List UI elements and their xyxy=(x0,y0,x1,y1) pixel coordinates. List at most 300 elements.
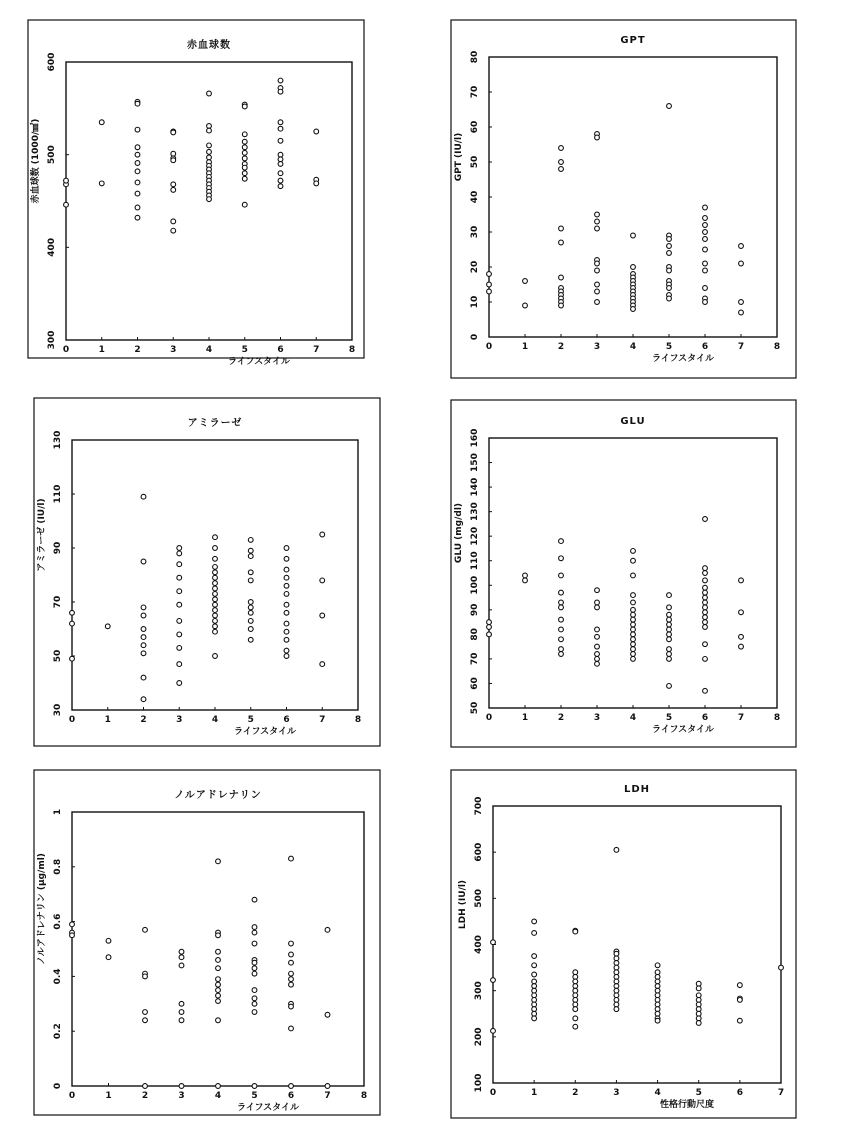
data-point xyxy=(179,955,184,960)
data-point xyxy=(667,627,672,632)
data-point xyxy=(667,251,672,256)
data-point xyxy=(213,608,218,613)
data-point xyxy=(703,605,708,610)
data-point xyxy=(252,960,257,965)
data-point xyxy=(595,261,600,266)
x-tick-label: 7 xyxy=(737,342,745,352)
data-point xyxy=(216,1084,221,1089)
data-point xyxy=(667,637,672,642)
data-point xyxy=(614,847,619,852)
data-point xyxy=(314,181,319,186)
data-point xyxy=(278,89,283,94)
data-point xyxy=(242,145,247,150)
data-point xyxy=(106,955,111,960)
data-point xyxy=(737,983,742,988)
data-point xyxy=(141,627,146,632)
data-point xyxy=(491,1028,496,1033)
data-point xyxy=(213,556,218,561)
data-point xyxy=(252,966,257,971)
y-tick-label: 130 xyxy=(470,502,480,522)
data-point xyxy=(559,240,564,245)
data-point xyxy=(559,617,564,622)
data-point xyxy=(559,647,564,652)
data-point xyxy=(177,646,182,651)
data-point xyxy=(559,605,564,610)
data-point xyxy=(631,632,636,637)
x-tick-label: 1 xyxy=(98,345,105,355)
data-point xyxy=(99,120,104,125)
panel-frame xyxy=(34,770,380,1115)
x-tick-label: 5 xyxy=(695,1088,702,1098)
data-point xyxy=(595,652,600,657)
y-tick-label: 150 xyxy=(470,453,480,472)
data-point xyxy=(207,149,212,154)
data-point xyxy=(135,101,140,106)
y-tick-label: 500 xyxy=(474,888,484,908)
x-tick-label: 6 xyxy=(701,713,709,723)
x-tick-label: 8 xyxy=(354,715,362,725)
x-axis-label: ライフスタイル xyxy=(237,1103,299,1113)
data-point xyxy=(595,289,600,294)
x-axis-label: 性格行動尺度 xyxy=(659,1100,715,1110)
data-point xyxy=(135,191,140,196)
y-tick-label: 60 xyxy=(470,120,480,134)
data-point xyxy=(135,161,140,166)
data-point xyxy=(242,156,247,161)
data-point xyxy=(216,977,221,982)
y-tick-label: 0 xyxy=(53,1082,63,1090)
y-tick-label: 700 xyxy=(474,796,484,816)
x-tick-label: 5 xyxy=(247,715,254,725)
data-point xyxy=(284,629,289,634)
x-tick-label: 5 xyxy=(251,1091,258,1101)
data-point xyxy=(177,662,182,667)
data-point xyxy=(703,615,708,620)
data-point xyxy=(278,157,283,162)
x-tick-label: 3 xyxy=(170,345,177,355)
data-point xyxy=(314,129,319,134)
x-tick-label: 3 xyxy=(613,1088,620,1098)
data-point xyxy=(213,624,218,629)
data-point xyxy=(739,261,744,266)
data-point xyxy=(703,268,708,273)
x-tick-label: 0 xyxy=(68,1091,76,1101)
data-point xyxy=(70,656,75,661)
x-tick-label: 8 xyxy=(773,713,781,723)
x-tick-label: 7 xyxy=(313,345,320,355)
data-point xyxy=(739,644,744,649)
data-point xyxy=(177,546,182,551)
y-tick-label: 10 xyxy=(470,295,480,309)
data-point xyxy=(143,1084,148,1089)
data-point xyxy=(631,549,636,554)
y-tick-label: 70 xyxy=(470,652,480,666)
data-point xyxy=(252,897,257,902)
data-point xyxy=(70,933,75,938)
data-point xyxy=(177,562,182,567)
data-point xyxy=(667,647,672,652)
data-point xyxy=(141,494,146,499)
data-point xyxy=(216,999,221,1004)
data-point xyxy=(284,583,289,588)
x-tick-label: 0 xyxy=(485,713,493,723)
x-tick-label: 3 xyxy=(178,1091,185,1101)
data-point xyxy=(135,215,140,220)
data-point xyxy=(487,632,492,637)
data-point xyxy=(595,657,600,662)
x-tick-label: 1 xyxy=(104,715,111,725)
data-point xyxy=(278,184,283,189)
data-point xyxy=(631,233,636,238)
x-tick-label: 2 xyxy=(140,715,147,725)
data-point xyxy=(631,617,636,622)
data-point xyxy=(289,971,294,976)
data-point xyxy=(216,982,221,987)
data-point xyxy=(216,966,221,971)
y-tick-label: 100 xyxy=(470,575,480,595)
data-point xyxy=(631,652,636,657)
x-tick-label: 4 xyxy=(654,1088,661,1098)
x-tick-label: 0 xyxy=(68,715,76,725)
data-point xyxy=(248,570,253,575)
data-point xyxy=(216,859,221,864)
data-point xyxy=(141,643,146,648)
x-tick-label: 2 xyxy=(134,345,141,355)
y-tick-label: 100 xyxy=(474,1073,484,1093)
data-point xyxy=(559,226,564,231)
data-point xyxy=(213,581,218,586)
data-point xyxy=(177,602,182,607)
data-point xyxy=(573,929,578,934)
data-point xyxy=(278,178,283,183)
y-tick-label: 600 xyxy=(47,52,57,72)
y-tick-label: 0.8 xyxy=(53,858,63,875)
data-point xyxy=(320,578,325,583)
data-point xyxy=(667,617,672,622)
data-point xyxy=(631,558,636,563)
data-point xyxy=(105,624,110,629)
data-point xyxy=(631,307,636,312)
y-tick-label: 30 xyxy=(53,703,63,717)
data-point xyxy=(491,940,496,945)
data-point xyxy=(284,592,289,597)
data-point xyxy=(667,104,672,109)
data-point xyxy=(242,150,247,155)
data-point xyxy=(487,272,492,277)
panel-frame xyxy=(34,398,380,746)
data-point xyxy=(242,171,247,176)
data-point xyxy=(171,182,176,187)
data-point xyxy=(703,230,708,235)
data-point xyxy=(631,647,636,652)
data-point xyxy=(703,688,708,693)
data-point xyxy=(171,151,176,156)
data-point xyxy=(532,954,537,959)
data-point xyxy=(667,622,672,627)
data-point xyxy=(667,612,672,617)
data-point xyxy=(667,237,672,242)
data-point xyxy=(216,933,221,938)
data-point xyxy=(532,919,537,924)
data-point xyxy=(487,282,492,287)
data-point xyxy=(177,589,182,594)
data-point xyxy=(523,573,528,578)
data-point xyxy=(667,244,672,249)
data-point xyxy=(703,571,708,576)
data-point xyxy=(70,621,75,626)
data-point xyxy=(696,986,701,991)
data-point xyxy=(248,548,253,553)
data-point xyxy=(595,268,600,273)
data-point xyxy=(559,652,564,657)
x-axis-label: ライフスタイル xyxy=(652,354,714,364)
data-point xyxy=(99,181,104,186)
data-point xyxy=(252,1001,257,1006)
data-point xyxy=(573,1016,578,1021)
x-tick-label: 6 xyxy=(283,715,290,725)
data-point xyxy=(284,648,289,653)
data-point xyxy=(667,605,672,610)
data-point xyxy=(595,644,600,649)
data-point xyxy=(631,622,636,627)
data-point xyxy=(242,165,247,170)
data-point xyxy=(242,202,247,207)
x-tick-label: 4 xyxy=(629,342,637,352)
x-tick-label: 0 xyxy=(62,345,70,355)
data-point xyxy=(595,219,600,224)
data-point xyxy=(667,652,672,657)
y-tick-label: 120 xyxy=(470,526,480,546)
x-tick-label: 2 xyxy=(141,1091,149,1101)
data-point xyxy=(703,585,708,590)
data-point xyxy=(278,78,283,83)
data-point xyxy=(141,675,146,680)
data-point xyxy=(559,637,564,642)
data-point xyxy=(289,982,294,987)
data-point xyxy=(248,600,253,605)
data-point xyxy=(252,941,257,946)
chart-title: GPT xyxy=(620,35,646,46)
data-point xyxy=(532,1016,537,1021)
data-point xyxy=(70,922,75,927)
chart-title: ノルアドレナリン xyxy=(174,790,262,801)
y-tick-label: 300 xyxy=(47,330,57,350)
data-point xyxy=(703,590,708,595)
chart-title: LDH xyxy=(623,784,651,795)
data-point xyxy=(614,1007,619,1012)
data-point xyxy=(284,610,289,615)
data-point xyxy=(320,662,325,667)
x-tick-label: 5 xyxy=(665,342,673,352)
data-point xyxy=(523,303,528,308)
y-axis-label: LDH (IU/l) xyxy=(458,879,468,930)
x-tick-label: 8 xyxy=(360,1091,368,1101)
data-point xyxy=(248,637,253,642)
data-point xyxy=(631,627,636,632)
y-tick-label: 0.4 xyxy=(53,968,63,985)
data-point xyxy=(278,162,283,167)
data-point xyxy=(143,1018,148,1023)
data-point xyxy=(703,247,708,252)
data-point xyxy=(289,1026,294,1031)
data-point xyxy=(655,963,660,968)
y-tick-label: 0.2 xyxy=(53,1023,63,1040)
data-point xyxy=(252,988,257,993)
x-tick-label: 4 xyxy=(629,713,637,723)
x-tick-label: 1 xyxy=(521,713,529,723)
data-point xyxy=(595,600,600,605)
data-point xyxy=(739,244,744,249)
x-tick-label: 3 xyxy=(593,342,601,352)
data-point xyxy=(213,629,218,634)
data-point xyxy=(739,578,744,583)
data-point xyxy=(523,578,528,583)
data-point xyxy=(289,960,294,965)
plot-area xyxy=(493,806,781,1083)
data-point xyxy=(213,586,218,591)
data-point xyxy=(631,607,636,612)
data-point xyxy=(631,642,636,647)
data-point xyxy=(703,620,708,625)
data-point xyxy=(213,602,218,607)
data-point xyxy=(207,143,212,148)
data-point xyxy=(595,627,600,632)
data-point xyxy=(177,619,182,624)
chart-panel-1 xyxy=(28,20,364,367)
data-point xyxy=(278,138,283,143)
data-point xyxy=(523,279,528,284)
data-point xyxy=(631,637,636,642)
y-axis-label: GPT (IU/l) xyxy=(454,132,464,182)
y-tick-label: 400 xyxy=(47,237,57,257)
data-point xyxy=(252,925,257,930)
data-point xyxy=(284,654,289,659)
data-point xyxy=(289,941,294,946)
data-point xyxy=(696,1021,701,1026)
x-tick-label: 6 xyxy=(701,342,709,352)
y-tick-label: 40 xyxy=(470,190,480,204)
data-point xyxy=(320,532,325,537)
data-point xyxy=(487,620,492,625)
y-tick-label: 1 xyxy=(53,808,63,816)
x-tick-label: 2 xyxy=(557,342,565,352)
data-point xyxy=(595,212,600,217)
y-tick-label: 50 xyxy=(470,155,480,169)
data-point xyxy=(278,152,283,157)
data-point xyxy=(284,567,289,572)
data-point xyxy=(667,632,672,637)
data-point xyxy=(216,988,221,993)
data-point xyxy=(143,1010,148,1015)
data-point xyxy=(703,610,708,615)
data-point xyxy=(278,171,283,176)
data-point xyxy=(703,566,708,571)
data-point xyxy=(703,625,708,630)
data-point xyxy=(667,684,672,689)
x-tick-label: 4 xyxy=(214,1091,222,1101)
data-point xyxy=(703,657,708,662)
data-point xyxy=(248,538,253,543)
data-point xyxy=(703,216,708,221)
y-tick-label: 80 xyxy=(470,628,480,641)
data-point xyxy=(559,556,564,561)
chart-panel-4 xyxy=(451,400,796,747)
x-tick-label: 4 xyxy=(211,715,219,725)
data-point xyxy=(487,625,492,630)
data-point xyxy=(325,927,330,932)
data-point xyxy=(213,575,218,580)
data-point xyxy=(703,286,708,291)
data-point xyxy=(177,632,182,637)
x-tick-label: 1 xyxy=(531,1088,538,1098)
y-tick-label: 140 xyxy=(470,477,480,497)
data-point xyxy=(143,974,148,979)
data-point xyxy=(177,681,182,686)
x-tick-label: 1 xyxy=(105,1091,112,1101)
data-point xyxy=(532,972,537,977)
x-tick-label: 5 xyxy=(241,345,248,355)
data-point xyxy=(213,654,218,659)
data-point xyxy=(284,621,289,626)
data-point xyxy=(573,1024,578,1029)
data-point xyxy=(631,593,636,598)
chart-panel-3 xyxy=(34,398,380,746)
data-point xyxy=(248,627,253,632)
data-point xyxy=(216,993,221,998)
data-point xyxy=(595,226,600,231)
panel-frame xyxy=(451,770,796,1118)
x-tick-label: 7 xyxy=(737,713,745,723)
x-tick-label: 3 xyxy=(593,713,601,723)
data-point xyxy=(631,612,636,617)
data-point xyxy=(284,546,289,551)
x-axis-label: ライフスタイル xyxy=(234,727,296,737)
x-tick-label: 8 xyxy=(348,345,356,355)
panel-frame xyxy=(451,20,796,378)
data-point xyxy=(143,927,148,932)
data-point xyxy=(284,575,289,580)
data-point xyxy=(179,1010,184,1015)
data-point xyxy=(703,595,708,600)
x-tick-label: 7 xyxy=(777,1088,785,1098)
data-point xyxy=(289,977,294,982)
data-point xyxy=(177,575,182,580)
data-point xyxy=(213,592,218,597)
y-axis-label: 赤血球数 (1000/㎣) xyxy=(31,118,41,204)
data-point xyxy=(559,167,564,172)
data-point xyxy=(284,637,289,642)
data-point xyxy=(135,127,140,132)
data-point xyxy=(141,635,146,640)
data-point xyxy=(289,952,294,957)
x-tick-label: 3 xyxy=(176,715,183,725)
y-axis-label: GLU (mg/dl) xyxy=(454,502,464,564)
data-point xyxy=(631,600,636,605)
data-point xyxy=(667,268,672,273)
x-tick-label: 7 xyxy=(324,1091,331,1101)
data-point xyxy=(64,178,69,183)
data-point xyxy=(171,130,176,135)
data-point xyxy=(284,556,289,561)
data-point xyxy=(207,124,212,129)
data-point xyxy=(242,176,247,181)
data-point xyxy=(213,619,218,624)
data-point xyxy=(532,931,537,936)
chart-panel-2 xyxy=(451,20,796,378)
y-tick-label: 90 xyxy=(53,541,63,555)
y-tick-label: 50 xyxy=(53,649,63,663)
x-tick-label: 0 xyxy=(485,342,493,352)
